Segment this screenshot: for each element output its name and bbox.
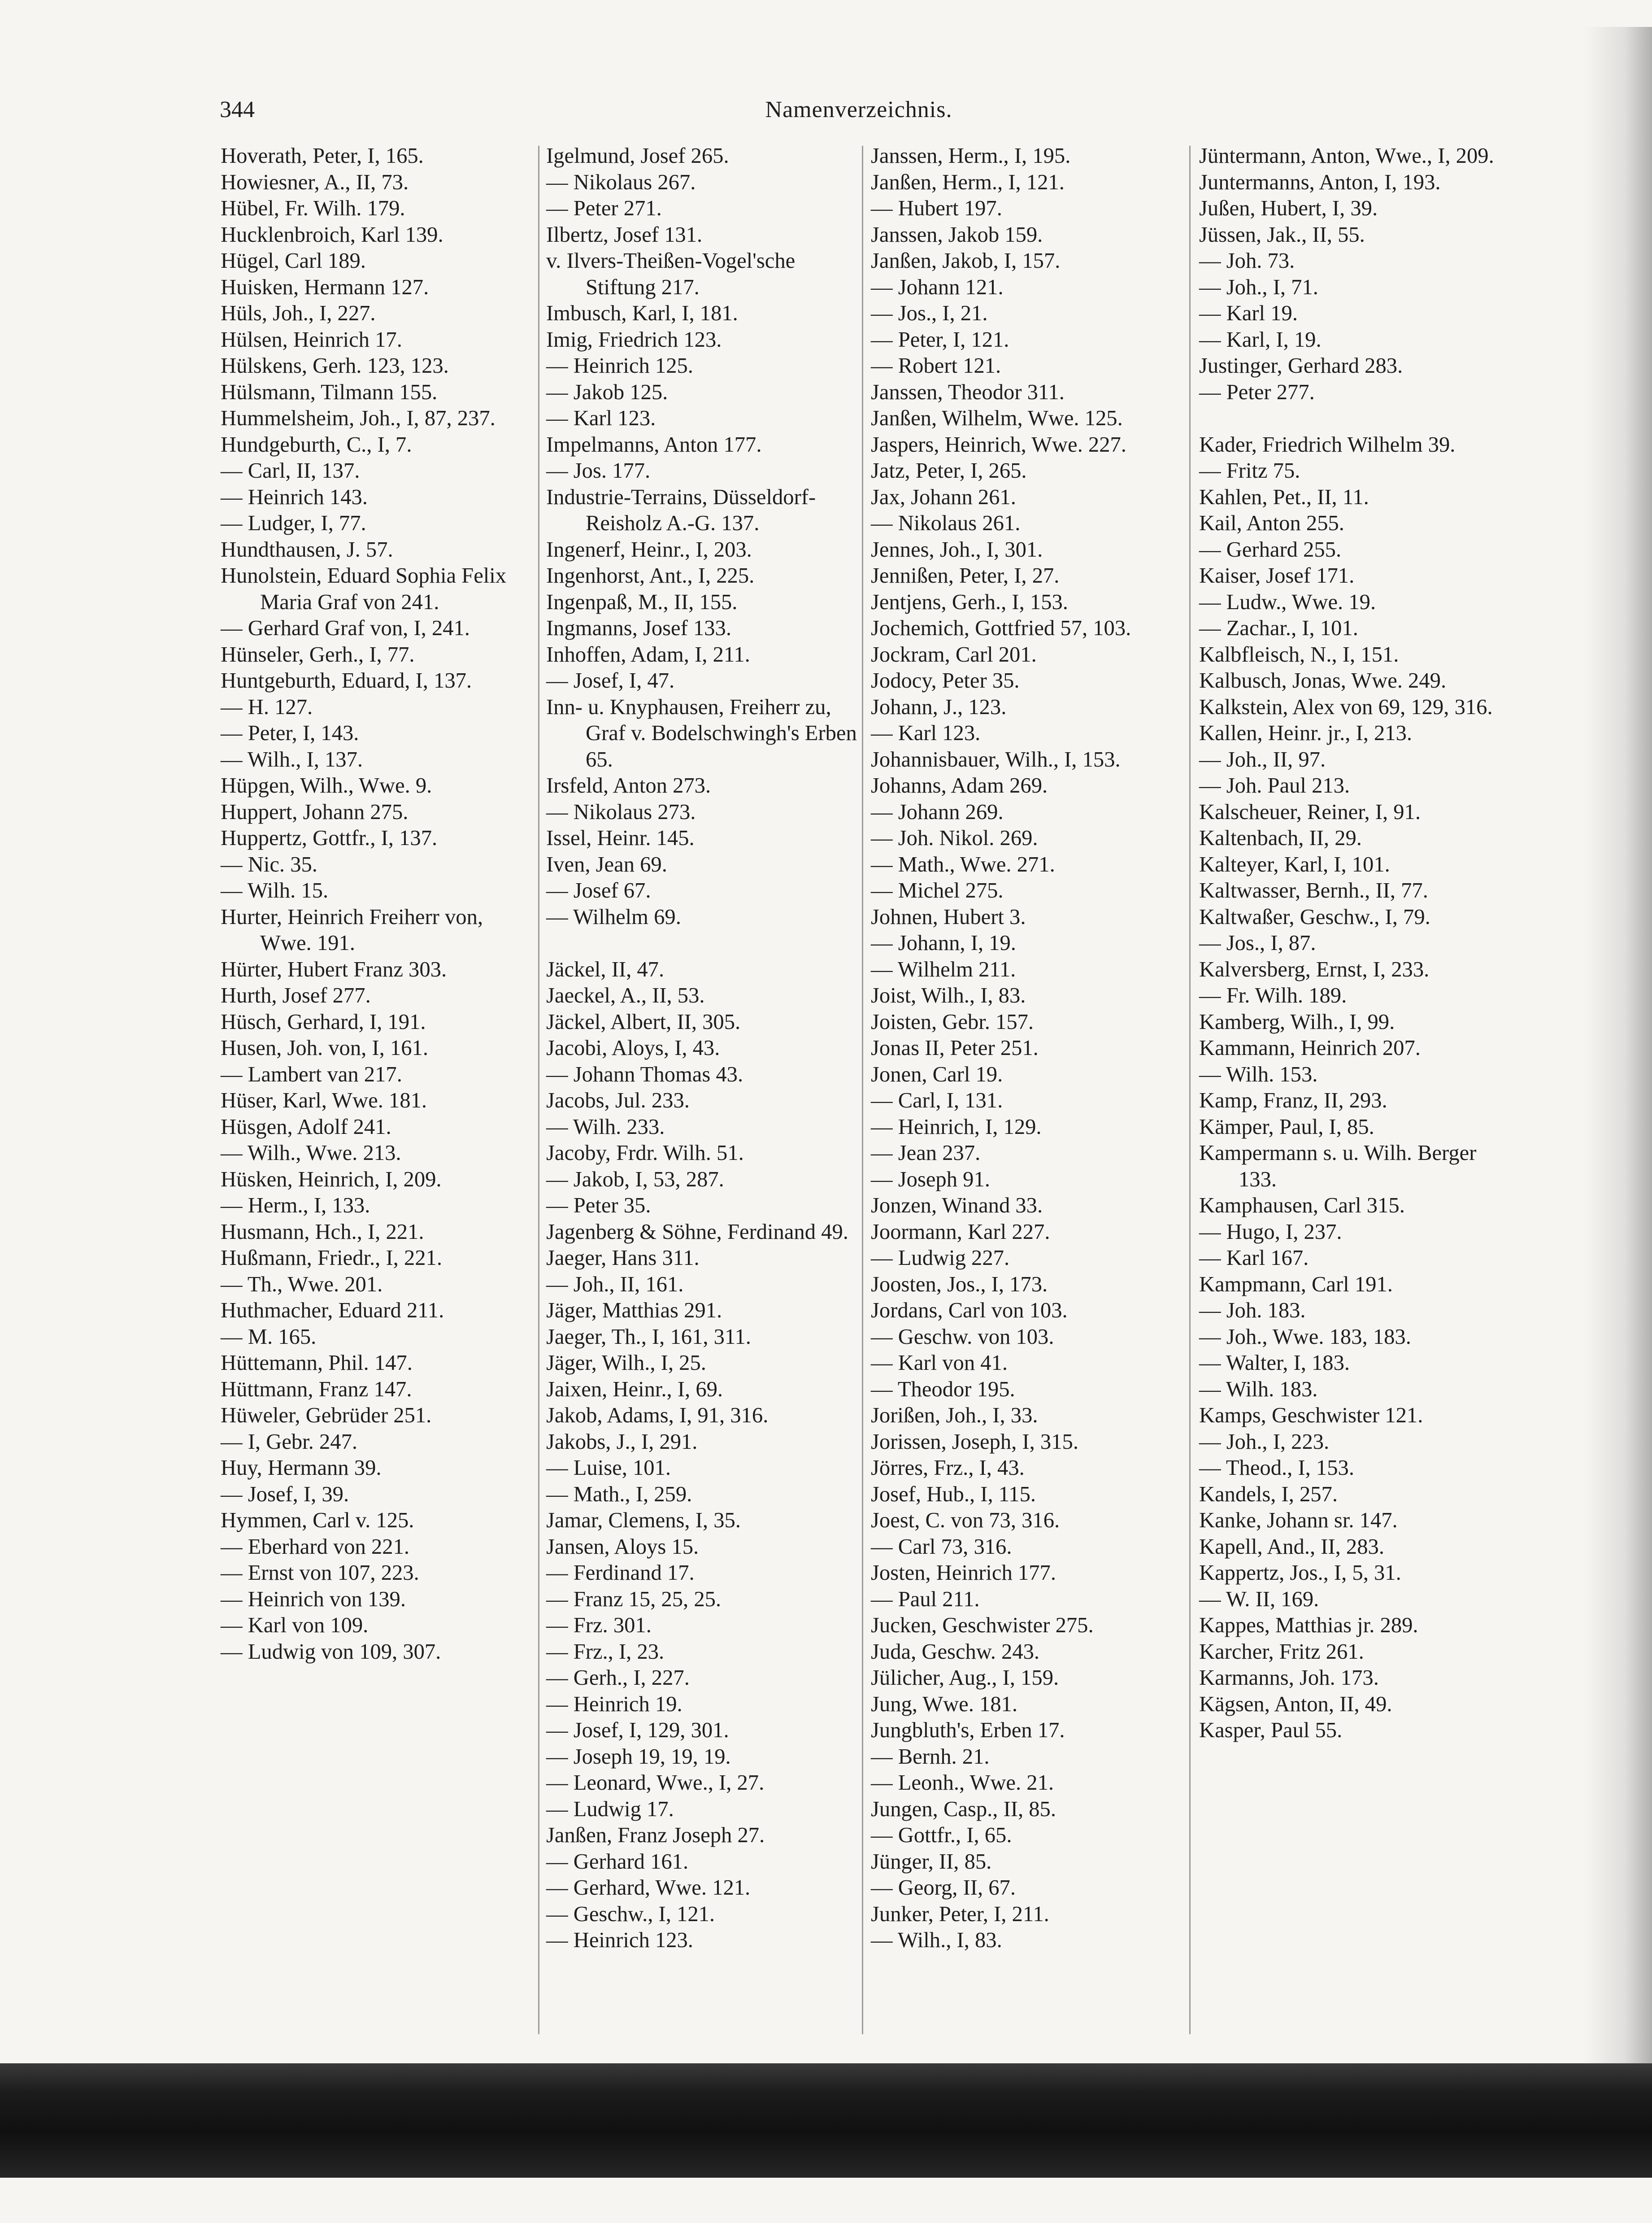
index-entry: — Ludw., Wwe. 19. [1199, 589, 1376, 614]
section-gap [1199, 405, 1513, 432]
index-entry: Kail, Anton 255. [1199, 511, 1344, 535]
index-entry: — Jakob, I, 53, 287. [546, 1167, 724, 1191]
index-entry: — Heinrich 143. [221, 484, 368, 509]
index-entry: Jüssen, Jak., II, 55. [1199, 222, 1365, 247]
index-entry: Kandels, I, 257. [1199, 1482, 1338, 1506]
index-entry: — Jos., I, 21. [871, 301, 988, 325]
index-entry: — Joh., II, 161. [546, 1272, 684, 1296]
index-entry: Impelmanns, Anton 177. [546, 432, 762, 457]
index-entry: Jorißen, Joh., I, 33. [871, 1403, 1038, 1427]
index-entry: — Wilh., Wwe. 213. [221, 1141, 401, 1165]
index-entry: Jüntermann, Anton, Wwe., I, 209. [1199, 144, 1494, 168]
index-entry: Joosten, Jos., I, 173. [871, 1272, 1048, 1296]
index-entry: Hülsmann, Tilmann 155. [221, 379, 438, 404]
index-entry: Hüttemann, Phil. 147. [221, 1351, 413, 1375]
index-entry: Kammann, Heinrich 207. [1199, 1036, 1421, 1060]
index-entry: Kamp, Franz, II, 293. [1199, 1088, 1387, 1112]
index-entry: Josef, Hub., I, 115. [871, 1482, 1036, 1506]
index-entry: — Fritz 75. [1199, 458, 1300, 483]
index-entry: Inn- u. Knyphausen, Freiherr zu, Graf v. Bodelschwingh's Erben 65. [546, 694, 857, 772]
index-entry: — Heinrich 125. [546, 353, 693, 378]
index-entry: — Joh., Wwe. 183, 183. [1199, 1324, 1411, 1349]
index-entry: — Karl 123. [546, 406, 656, 430]
index-entry: Josten, Heinrich 177. [871, 1560, 1056, 1585]
index-entry: Johannisbauer, Wilh., I, 153. [871, 747, 1121, 772]
index-entry: — Ludger, I, 77. [221, 511, 366, 535]
index-entry: — Karl von 41. [871, 1351, 1008, 1375]
index-entry: Hymmen, Carl v. 125. [221, 1508, 414, 1532]
index-entry: — Johann 121. [871, 275, 1004, 299]
index-entry: Junker, Peter, I, 211. [871, 1901, 1049, 1926]
index-entry: — Wilh., I, 137. [221, 747, 363, 772]
index-entry: Hülsen, Heinrich 17. [221, 327, 402, 352]
index-entry: — Leonard, Wwe., I, 27. [546, 1770, 765, 1795]
index-entry: — Nikolaus 261. [871, 511, 1021, 535]
column-divider [1189, 146, 1191, 2034]
index-entry: — Wilhelm 69. [546, 904, 681, 929]
index-entry: — Karl von 109. [221, 1613, 369, 1637]
index-entry: — Joseph 19, 19, 19. [546, 1744, 731, 1769]
index-entry: — Luise, 101. [546, 1456, 671, 1480]
index-entry: Hoverath, Peter, I, 165. [221, 144, 424, 168]
index-entry: — Walter, I, 183. [1199, 1351, 1350, 1375]
index-entry: — Wilh. 15. [221, 878, 329, 902]
index-entry: — Karl 123. [871, 721, 981, 745]
index-entry: — Lambert van 217. [221, 1062, 402, 1086]
index-entry: Huthmacher, Eduard 211. [221, 1298, 444, 1322]
index-entry: Kämper, Paul, I, 85. [1199, 1114, 1374, 1139]
index-entry: Janßen, Jakob, I, 157. [871, 248, 1061, 273]
index-entry: Hüser, Karl, Wwe. 181. [221, 1088, 427, 1112]
index-entry: Jochemich, Gottfried 57, 103. [871, 616, 1131, 640]
index-entry: — Ludwig von 109, 307. [221, 1639, 441, 1664]
index-entry: Hundgeburth, C., I, 7. [221, 432, 412, 457]
index-entry: Jung, Wwe. 181. [871, 1691, 1018, 1716]
index-entry: Janssen, Theodor 311. [871, 379, 1065, 404]
index-entry: Kahlen, Pet., II, 11. [1199, 484, 1369, 509]
index-entry: Jennißen, Peter, I, 27. [871, 563, 1060, 588]
index-entry: Jaixen, Heinr., I, 69. [546, 1377, 723, 1401]
index-entry: — Johann Thomas 43. [546, 1062, 743, 1086]
index-entry: Jülicher, Aug., I, 159. [871, 1665, 1059, 1690]
index-entry: — Karl 19. [1199, 301, 1298, 325]
column-divider [538, 146, 539, 2034]
index-entry: Jamar, Clemens, I, 35. [546, 1508, 741, 1532]
index-entry: — Heinrich 19. [546, 1691, 683, 1716]
scan-edge-shadow [1585, 27, 1652, 2063]
index-column-1 [221, 143, 535, 1665]
index-entry: — Fr. Wilh. 189. [1199, 983, 1347, 1007]
index-entry: — Zachar., I, 101. [1199, 616, 1358, 640]
index-entry: — Leonh., Wwe. 21. [871, 1770, 1054, 1795]
index-entry: — Josef, I, 39. [221, 1482, 349, 1506]
index-entry: Jorissen, Joseph, I, 315. [871, 1429, 1078, 1454]
page-number: 344 [220, 97, 255, 122]
index-entry: Jennes, Joh., I, 301. [871, 537, 1043, 562]
index-entry: — Joseph 91. [871, 1167, 990, 1191]
index-entry: Joormann, Karl 227. [871, 1219, 1050, 1244]
index-entry: — Gottfr., I, 65. [871, 1823, 1012, 1847]
index-entry: Joest, C. von 73, 316. [871, 1508, 1060, 1532]
index-entry: — Heinrich von 139. [221, 1587, 406, 1611]
index-entry: Jäger, Matthias 291. [546, 1298, 722, 1322]
index-entry: — Herm., I, 133. [221, 1193, 370, 1217]
index-entry: Janßen, Wilhelm, Wwe. 125. [871, 406, 1123, 430]
index-entry: Inhoffen, Adam, I, 211. [546, 642, 750, 667]
index-entry: Huppertz, Gottfr., I, 137. [221, 826, 438, 850]
index-entry: Hucklenbroich, Karl 139. [221, 222, 443, 247]
index-entry: — Peter 35. [546, 1193, 651, 1217]
index-entry: — Joh., I, 223. [1199, 1429, 1330, 1454]
index-entry: — Josef 67. [546, 878, 651, 902]
index-entry: — Wilh. 153. [1199, 1062, 1318, 1086]
index-entry: Hülskens, Gerh. 123, 123. [221, 353, 449, 378]
index-entry: Jodocy, Peter 35. [871, 668, 1020, 693]
index-entry: — Jos., I, 87. [1199, 931, 1316, 955]
index-entry: Joist, Wilh., I, 83. [871, 983, 1026, 1007]
index-entry: Jünger, II, 85. [871, 1849, 992, 1874]
index-entry: — Theod., I, 153. [1199, 1456, 1354, 1480]
index-entry: Jax, Johann 261. [871, 484, 1016, 509]
index-entry: Hüpgen, Wilh., Wwe. 9. [221, 773, 432, 798]
index-entry: — Josef, I, 129, 301. [546, 1718, 729, 1742]
index-entry: Jacobi, Aloys, I, 43. [546, 1036, 720, 1060]
index-entry: — Johann 269. [871, 799, 1004, 824]
index-entry: Hüttmann, Franz 147. [221, 1377, 412, 1401]
index-entry: — Nic. 35. [221, 852, 317, 876]
index-entry: — Johann, I, 19. [871, 931, 1016, 955]
column-divider [862, 146, 863, 2034]
index-entry: — Wilhelm 211. [871, 957, 1016, 981]
index-entry: Jonen, Carl 19. [871, 1062, 1003, 1086]
index-entry: — Peter 271. [546, 196, 662, 220]
index-entry: — Joh. Nikol. 269. [871, 826, 1038, 850]
index-entry: — Carl 73, 316. [871, 1534, 1012, 1559]
index-entry: Janßen, Herm., I, 121. [871, 170, 1065, 194]
index-entry: Kader, Friedrich Wilhelm 39. [1199, 432, 1456, 457]
index-entry: Ingenhorst, Ant., I, 225. [546, 563, 755, 588]
index-entry: Kalteyer, Karl, I, 101. [1199, 852, 1390, 876]
running-title: Namenverzeichnis. [765, 97, 952, 122]
index-entry: — Gerhard 255. [1199, 537, 1342, 562]
index-entry: Jacoby, Frdr. Wilh. 51. [546, 1141, 744, 1165]
index-entry: — Geschw., I, 121. [546, 1901, 715, 1926]
index-entry: — Hugo, I, 237. [1199, 1219, 1342, 1244]
index-entry: — Jos. 177. [546, 458, 651, 483]
index-entry: Jörres, Frz., I, 43. [871, 1456, 1025, 1480]
index-entry: — Gerhard 161. [546, 1849, 689, 1874]
index-entry: Hüls, Joh., I, 227. [221, 301, 376, 325]
index-entry: Hübel, Fr. Wilh. 179. [221, 196, 405, 220]
index-entry: Hunolstein, Eduard Sophia Felix Maria Graf von 241. [221, 563, 507, 614]
index-entry: Janssen, Jakob 159. [871, 222, 1043, 247]
index-entry: Jonzen, Winand 33. [871, 1193, 1043, 1217]
index-entry: Kaltwasser, Bernh., II, 77. [1199, 878, 1428, 902]
index-entry: — Carl, I, 131. [871, 1088, 1003, 1112]
index-entry: Hummelsheim, Joh., I, 87, 237. [221, 406, 496, 430]
index-entry: — Math., Wwe. 271. [871, 852, 1055, 876]
index-entry: Kallen, Heinr. jr., I, 213. [1199, 721, 1413, 745]
index-entry: Jaeckel, A., II, 53. [546, 983, 705, 1007]
index-entry: — Gerh., I, 227. [546, 1665, 690, 1690]
index-entry: Hüsch, Gerhard, I, 191. [221, 1009, 426, 1034]
index-entry: — Frz., I, 23. [546, 1639, 665, 1664]
index-entry: Kaltwaßer, Geschw., I, 79. [1199, 904, 1430, 929]
index-entry: Industrie-Terrains, Düsseldorf-Reisholz A.-G. 137. [546, 484, 816, 535]
index-entry: — Peter 277. [1199, 379, 1315, 404]
index-entry: Kaiser, Josef 171. [1199, 563, 1355, 588]
index-entry: — Jean 237. [871, 1141, 981, 1165]
index-entry: Hundthausen, J. 57. [221, 537, 393, 562]
index-entry: Hügel, Carl 189. [221, 248, 366, 273]
index-entry: Hüweler, Gebrüder 251. [221, 1403, 432, 1427]
index-entry: Jaeger, Hans 311. [546, 1246, 700, 1270]
index-entry: Jußen, Hubert, I, 39. [1199, 196, 1378, 220]
index-entry: Kalbusch, Jonas, Wwe. 249. [1199, 668, 1447, 693]
index-entry: Hüsken, Heinrich, I, 209. [221, 1167, 442, 1191]
index-entry: — Joh., II, 97. [1199, 747, 1326, 772]
index-entry: — Georg, II, 67. [871, 1875, 1016, 1900]
index-entry: Justinger, Gerhard 283. [1199, 353, 1403, 378]
index-entry: Johnen, Hubert 3. [871, 904, 1026, 929]
index-entry: — Ernst von 107, 223. [221, 1560, 419, 1585]
index-entry: — Wilh. 233. [546, 1114, 665, 1139]
index-entry: — Eberhard von 221. [221, 1534, 410, 1559]
index-entry: Janßen, Franz Joseph 27. [546, 1823, 765, 1847]
index-entry: — Wilh. 183. [1199, 1377, 1318, 1401]
index-entry: — Ludwig 227. [871, 1246, 1010, 1270]
index-entry: Ilbertz, Josef 131. [546, 222, 703, 247]
index-entry: Kasper, Paul 55. [1199, 1718, 1343, 1742]
index-entry: Hürter, Hubert Franz 303. [221, 957, 447, 981]
index-entry: Ingenerf, Heinr., I, 203. [546, 537, 752, 562]
index-entry: — Jakob 125. [546, 379, 668, 404]
index-entry: — Peter, I, 143. [221, 721, 359, 745]
index-entry: Kamberg, Wilh., I, 99. [1199, 1009, 1395, 1034]
index-entry: Kampermann s. u. Wilh. Berger 133. [1199, 1141, 1477, 1191]
index-entry: — Bernh. 21. [871, 1744, 990, 1769]
index-entry: Kaltenbach, II, 29. [1199, 826, 1362, 850]
index-entry: Johanns, Adam 269. [871, 773, 1048, 798]
index-entry: Kalscheuer, Reiner, I, 91. [1199, 799, 1421, 824]
index-entry: — Josef, I, 47. [546, 668, 675, 693]
scan-bottom-band [0, 2063, 1652, 2178]
index-entry: Johann, J., 123. [871, 694, 1007, 719]
index-entry: — Karl 167. [1199, 1246, 1309, 1270]
index-entry: Ingenpaß, M., II, 155. [546, 589, 738, 614]
index-entry: — Nikolaus 267. [546, 170, 696, 194]
index-entry: Kägsen, Anton, II, 49. [1199, 1691, 1392, 1716]
index-entry: — Joh. 73. [1199, 248, 1295, 273]
index-entry: — Joh., I, 71. [1199, 275, 1318, 299]
index-entry: — I, Gebr. 247. [221, 1429, 358, 1454]
index-entry: Husmann, Hch., I, 221. [221, 1219, 424, 1244]
index-entry: — Heinrich, I, 129. [871, 1114, 1042, 1139]
index-entry: Kamps, Geschwister 121. [1199, 1403, 1423, 1427]
index-column-4 [1199, 143, 1513, 1744]
index-entry: — Wilh., I, 83. [871, 1928, 1002, 1952]
index-entry: Jordans, Carl von 103. [871, 1298, 1068, 1322]
index-entry: Issel, Heinr. 145. [546, 826, 695, 850]
index-entry: Karcher, Fritz 261. [1199, 1639, 1364, 1664]
index-entry: Joisten, Gebr. 157. [871, 1009, 1034, 1034]
index-entry: Jaeger, Th., I, 161, 311. [546, 1324, 751, 1349]
index-column-2 [546, 143, 860, 1953]
index-entry: — Joh. 183. [1199, 1298, 1306, 1322]
index-entry: Irsfeld, Anton 273. [546, 773, 711, 798]
index-entry: Iven, Jean 69. [546, 852, 667, 876]
index-entry: — Nikolaus 273. [546, 799, 696, 824]
index-entry: Janssen, Herm., I, 195. [871, 144, 1071, 168]
index-entry: — Heinrich 123. [546, 1928, 693, 1952]
section-gap [546, 930, 860, 956]
index-entry: Kanke, Johann sr. 147. [1199, 1508, 1398, 1532]
index-entry: v. Ilvers-Theißen-Vogel'sche Stiftung 217. [546, 248, 796, 299]
index-entry: Juntermanns, Anton, I, 193. [1199, 170, 1441, 194]
index-entry: — Theodor 195. [871, 1377, 1015, 1401]
index-entry: Huntgeburth, Eduard, I, 137. [221, 668, 472, 693]
index-entry: Howiesner, A., II, 73. [221, 170, 409, 194]
index-entry: Jäckel, II, 47. [546, 957, 665, 981]
index-entry: — Frz. 301. [546, 1613, 652, 1637]
index-entry: Huy, Hermann 39. [221, 1456, 382, 1480]
index-entry: Kappes, Matthias jr. 289. [1199, 1613, 1418, 1637]
index-entry: Kapell, And., II, 283. [1199, 1534, 1384, 1559]
index-entry: — Peter, I, 121. [871, 327, 1009, 352]
index-entry: Ingmanns, Josef 133. [546, 616, 731, 640]
index-entry: — W. II, 169. [1199, 1587, 1319, 1611]
index-entry: — Franz 15, 25, 25. [546, 1587, 722, 1611]
index-entry: Jacobs, Jul. 233. [546, 1088, 690, 1112]
index-entry: — Robert 121. [871, 353, 1001, 378]
index-entry: Husen, Joh. von, I, 161. [221, 1036, 428, 1060]
index-entry: Juda, Geschw. 243. [871, 1639, 1040, 1664]
index-entry: Jansen, Aloys 15. [546, 1534, 699, 1559]
index-entry: Hußmann, Friedr., I, 221. [221, 1246, 442, 1270]
index-entry: Jungbluth's, Erben 17. [871, 1718, 1065, 1742]
index-entry: Hurth, Josef 277. [221, 983, 371, 1007]
index-entry: — Hubert 197. [871, 196, 1002, 220]
index-entry: Karmanns, Joh. 173. [1199, 1665, 1379, 1690]
index-entry: Kalversberg, Ernst, I, 233. [1199, 957, 1430, 981]
index-entry: — Carl, II, 137. [221, 458, 360, 483]
index-entry: Kalbfleisch, N., I, 151. [1199, 642, 1399, 667]
index-entry: Huisken, Hermann 127. [221, 275, 429, 299]
index-entry: Kamphausen, Carl 315. [1199, 1193, 1405, 1217]
index-entry: Jakobs, J., I, 291. [546, 1429, 698, 1454]
index-entry: Hünseler, Gerh., I, 77. [221, 642, 415, 667]
index-entry: Igelmund, Josef 265. [546, 144, 729, 168]
index-entry: Jungen, Casp., II, 85. [871, 1796, 1056, 1821]
index-entry: — Th., Wwe. 201. [221, 1272, 383, 1296]
page-header [220, 92, 1498, 128]
index-entry: Kampmann, Carl 191. [1199, 1272, 1393, 1296]
index-entry: Jakob, Adams, I, 91, 316. [546, 1403, 769, 1427]
index-entry: — Karl, I, 19. [1199, 327, 1322, 352]
index-entry: Imbusch, Karl, I, 181. [546, 301, 738, 325]
index-entry: Kappertz, Jos., I, 5, 31. [1199, 1560, 1401, 1585]
index-entry: Jonas II, Peter 251. [871, 1036, 1039, 1060]
index-entry: Jentjens, Gerh., I, 153. [871, 589, 1068, 614]
index-entry: Jäckel, Albert, II, 305. [546, 1009, 741, 1034]
index-entry: Kalkstein, Alex von 69, 129, 316. [1199, 694, 1493, 719]
index-entry: — Joh. Paul 213. [1199, 773, 1350, 798]
index-entry: Jaspers, Heinrich, Wwe. 227. [871, 432, 1126, 457]
index-entry: — Ferdinand 17. [546, 1560, 695, 1585]
index-column-3 [871, 143, 1185, 1953]
index-entry: Jockram, Carl 201. [871, 642, 1037, 667]
index-entry: Jäger, Wilh., I, 25. [546, 1351, 706, 1375]
index-entry: Jucken, Geschwister 275. [871, 1613, 1094, 1637]
index-entry: — H. 127. [221, 694, 313, 719]
index-entry: Hurter, Heinrich Freiherr von, Wwe. 191. [221, 904, 483, 955]
index-entry: — Michel 275. [871, 878, 1004, 902]
index-entry: Huppert, Johann 275. [221, 799, 409, 824]
index-entry: — Geschw. von 103. [871, 1324, 1054, 1349]
index-entry: — Ludwig 17. [546, 1796, 674, 1821]
index-entry: Jatz, Peter, I, 265. [871, 458, 1027, 483]
index-entry: — M. 165. [221, 1324, 317, 1349]
index-entry: Imig, Friedrich 123. [546, 327, 722, 352]
index-entry: — Gerhard Graf von, I, 241. [221, 616, 470, 640]
index-entry: Jagenberg & Söhne, Ferdinand 49. [546, 1219, 848, 1244]
index-entry: — Math., I, 259. [546, 1482, 692, 1506]
index-entry: — Gerhard, Wwe. 121. [546, 1875, 751, 1900]
index-entry: Hüsgen, Adolf 241. [221, 1114, 391, 1139]
index-entry: — Paul 211. [871, 1587, 980, 1611]
